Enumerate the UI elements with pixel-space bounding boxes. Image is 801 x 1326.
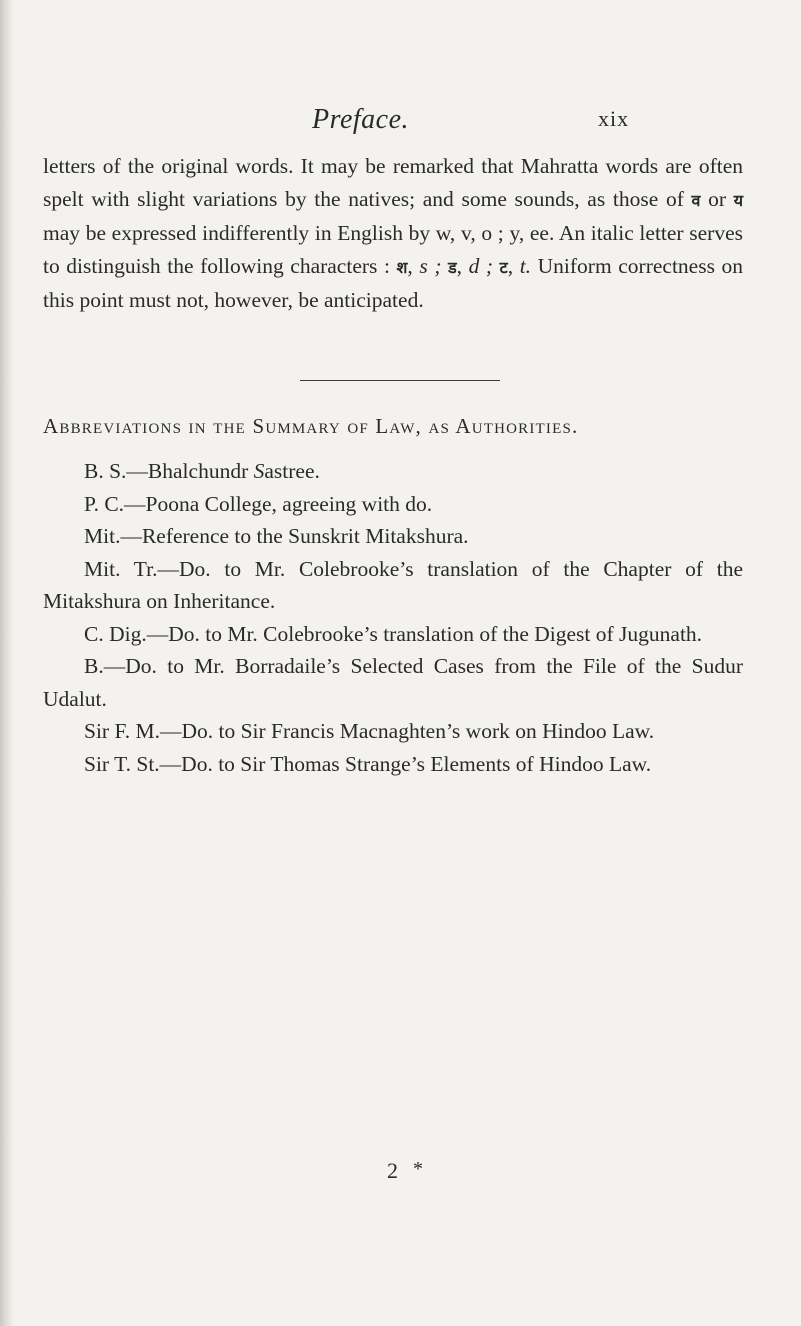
abbreviation-entry: C. Dig.—Do. to Mr. Colebrooke’s translation of the Digest of Jugunath. [84,621,703,646]
section-divider [300,380,500,381]
binding-shadow [0,0,14,1326]
abbreviation-italic: S [253,459,265,483]
paragraph-text: Uniform correctness on this point must not, however, be anticipated. [43,253,744,312]
paragraph-text [493,254,500,278]
abbreviation-entry: Sir F. M.—Do. to Sir Francis Macnaghten’s work on Hindoo Law. [84,719,655,743]
page-number: xix [598,106,630,131]
italic-letter: t. [519,253,532,278]
devanagari-letter: व [691,190,701,210]
abbreviation-entry: P. C.—Poona College, agreeing with do. [84,491,433,516]
abbreviation-text: astree. [264,459,320,483]
running-head [0,100,801,140]
devanagari-letter: य [733,190,743,210]
abbreviation-entry: B.—Do. to Mr. Borradaile’s Selected Cases from the File of the Sudur Udalut. [43,654,743,711]
italic-letter: d ; [468,253,494,278]
abbreviation-entry [43,455,743,488]
preface-paragraph: letters of the original words. It may be remarked that Mahratta words are often spelt with slight variations by the natives; and some sounds, as those of व or य may be expressed indifferently in English by w, v, o ; y, ee. An italic letter serves to distinguish the following characters : श, s ; ड, d ; ट, t. Uniform correctness on this point must not, however, be anticipated. [43,154,744,312]
running-title: Preface. [312,104,410,135]
paragraph-text: may be expressed indifferently in English by w, v, o ; y, ee. An italic letter serves to distinguish the following characters : [43,221,743,278]
signature-mark: 2 [387,1158,398,1183]
devanagari-letter: ड [448,257,457,277]
paragraph-text: or [700,186,734,211]
abbreviation-entry: Sir T. St.—Do. to Sir Thomas Strange’s Elements of Hindoo Law. [84,751,652,776]
abbreviation-text: B. S.—Bhalchundr [84,459,254,483]
abbreviation-entry: Mit. Tr.—Do. to Mr. Colebrooke’s translation of the Chapter of the Mitakshura on Inheritance. [43,556,743,613]
signature-asterisk: * [413,1158,423,1180]
abbreviations-heading: Abbreviations in the Summary of Law, as Authorities. [43,414,579,438]
page-footer [0,1158,801,1198]
devanagari-letter: ट [499,257,508,277]
paragraph-text: letters of the original words. It may be remarked that Mahratta words are often spelt with slight variations by the natives; and some sounds, as those of [43,154,743,211]
abbreviation-entry: Mit.—Reference to the Sunskrit Mitakshura. [84,524,469,548]
abbreviations-list [43,455,743,780]
devanagari-letter: श [396,257,408,277]
italic-letter: s ; [419,253,442,278]
